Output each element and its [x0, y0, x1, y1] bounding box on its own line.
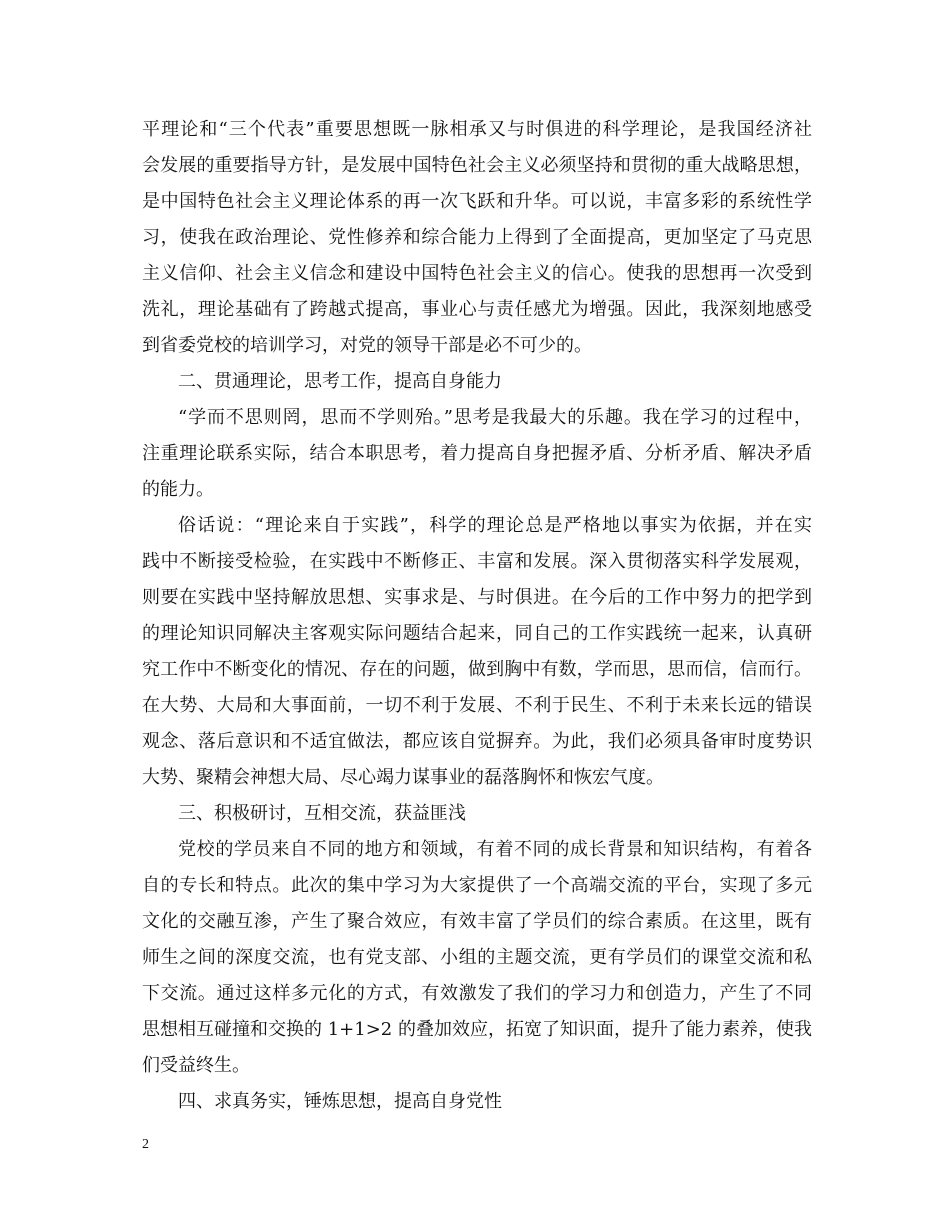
- text-line: 会发展的重要指导方针，是发展中国特色社会主义必须坚持和贯彻的重大战略思想，: [142, 155, 812, 176]
- text-line: 的理论知识同解决主客观实际问题结合起来，同自己的工作实践统一起来，认真研: [142, 623, 812, 644]
- text-line: 们受益终生。: [142, 1055, 250, 1076]
- text-line: 自的专长和特点。此次的集中学习为大家提供了一个高端交流的平台，实现了多元: [142, 875, 812, 896]
- text-line: 下交流。通过这样多元化的方式，有效激发了我们的学习力和创造力，产生了不同: [142, 983, 812, 1004]
- text-line: 践中不断接受检验，在实践中不断修正、丰富和发展。深入贯彻落实科学发展观，: [142, 551, 812, 572]
- text-line: 是中国特色社会主义理论体系的再一次飞跃和升华。可以说，丰富多彩的系统性学: [142, 191, 812, 212]
- text-line: 平理论和“三个代表”重要思想既一脉相承又与时俱进的科学理论，是我国经济社: [142, 119, 812, 140]
- text-line: 注重理论联系实际，结合本职思考，着力提高自身把握矛盾、分析矛盾、解决矛盾: [142, 443, 812, 464]
- document-body: [142, 112, 812, 1120]
- text-line: 究工作中不断变化的情况、存在的问题，做到胸中有数，学而思，思而信，信而行。: [142, 659, 812, 680]
- text-line: 四、求真务实，锤炼思想，提高自身党性: [178, 1091, 502, 1112]
- text-line: 到省委党校的培训学习，对党的领导干部是必不可少的。: [142, 335, 592, 356]
- text-line: 习，使我在政治理论、党性修养和综合能力上得到了全面提高，更加坚定了马克思: [142, 227, 812, 248]
- text-line: 的能力。: [142, 479, 214, 500]
- text-line: 二、贯通理论，思考工作，提高自身能力: [178, 371, 502, 392]
- page-number: 2: [142, 1137, 149, 1152]
- text-line: 三、积极研讨，互相交流，获益匪浅: [178, 803, 466, 824]
- text-line: 洗礼，理论基础有了跨越式提高，事业心与责任感尤为增强。因此，我深刻地感受: [142, 299, 812, 320]
- text-line: 俗话说：“理论来自于实践”，科学的理论总是严格地以事实为依据，并在实: [178, 515, 812, 536]
- text-line: “学而不思则罔，思而不学则殆。”思考是我最大的乐趣。我在学习的过程中，: [178, 407, 812, 428]
- text-line: 主义信仰、社会主义信念和建设中国特色社会主义的信心。使我的思想再一次受到: [142, 263, 812, 284]
- text-line: 大势、聚精会神想大局、尽心竭力谋事业的磊落胸怀和恢宏气度。: [142, 767, 664, 788]
- text-line: 观念、落后意识和不适宜做法，都应该自觉摒弃。为此，我们必须具备审时度势识: [142, 731, 812, 752]
- text-line: 则要在实践中坚持解放思想、实事求是、与时俱进。在今后的工作中努力的把学到: [142, 587, 812, 608]
- text-line: 师生之间的深度交流，也有党支部、小组的主题交流，更有学员们的课堂交流和私: [142, 947, 812, 968]
- text-line: 文化的交融互渗，产生了聚合效应，有效丰富了学员们的综合素质。在这里，既有: [142, 911, 812, 932]
- text-line: 党校的学员来自不同的地方和领域，有着不同的成长背景和知识结构，有着各: [178, 839, 812, 860]
- text-line: 在大势、大局和大事面前，一切不利于发展、不利于民生、不利于未来长远的错误: [142, 695, 812, 716]
- text-line: 思想相互碰撞和交换的 1+1>2 的叠加效应，拓宽了知识面，提升了能力素养，使我: [142, 1019, 812, 1040]
